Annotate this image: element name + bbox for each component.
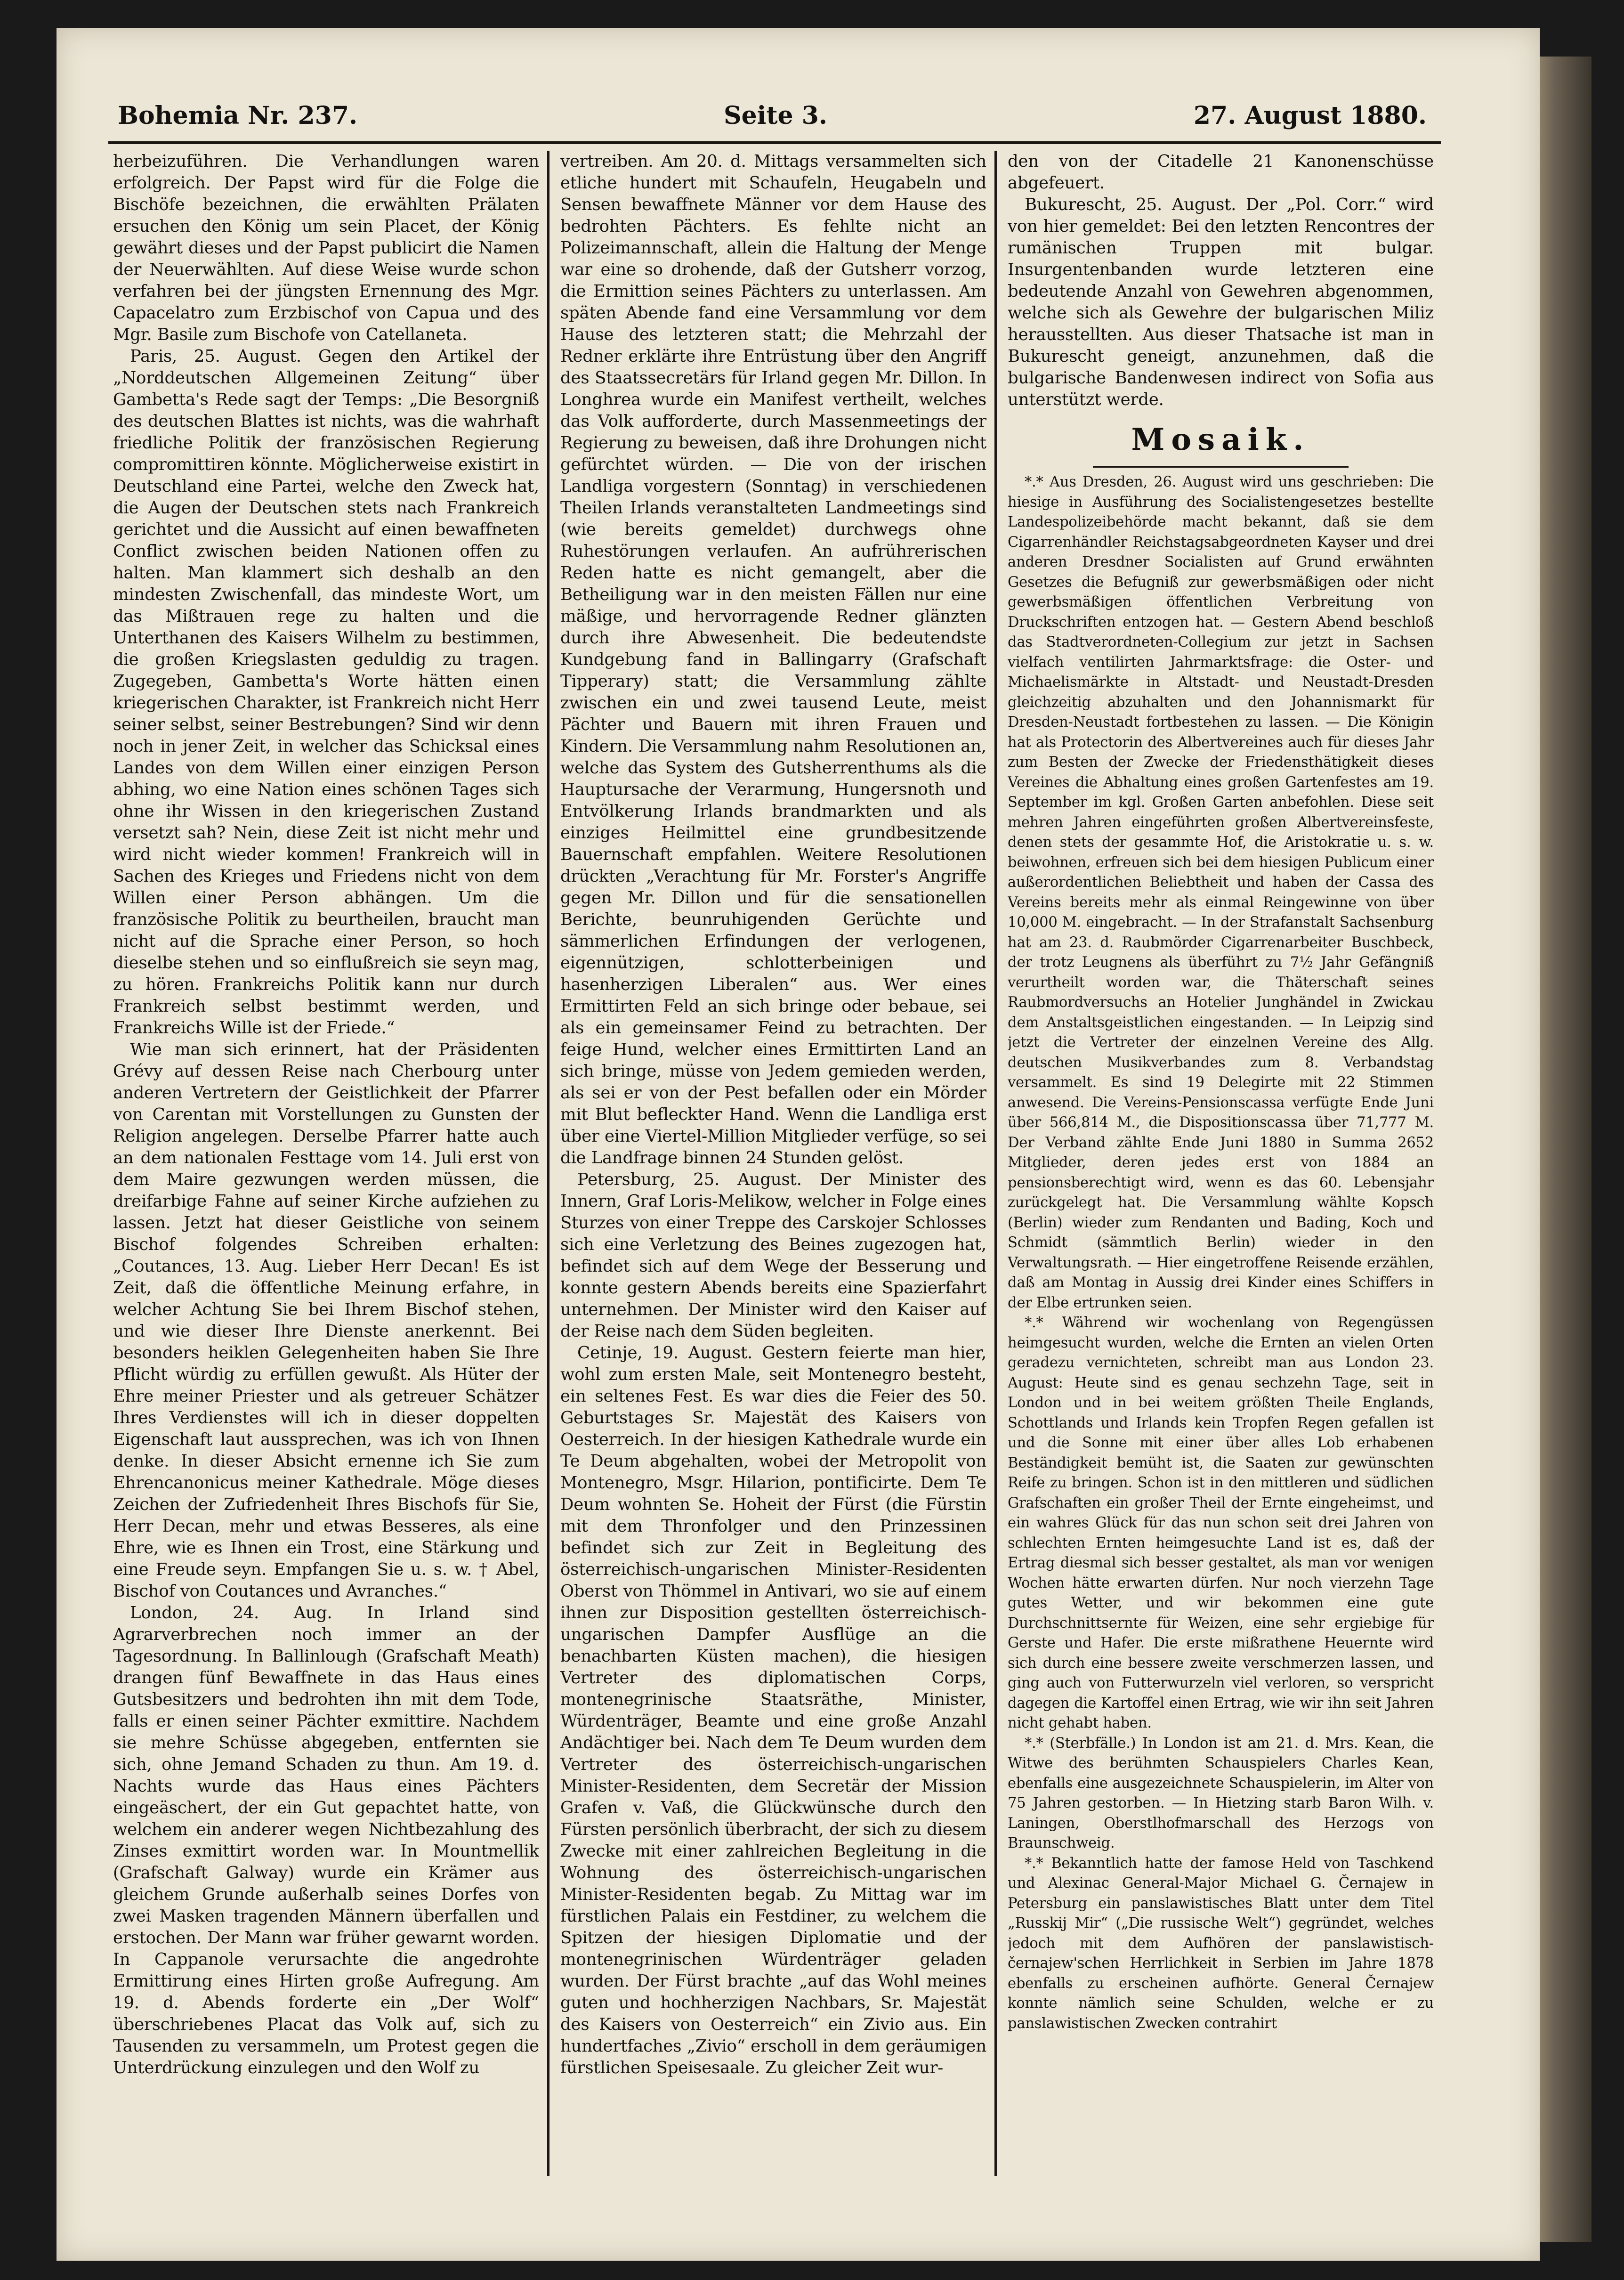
article-paragraph: herbeizuführen. Die Verhandlungen waren erfolgreich. Der Papst wird für die Folge die Bischöfe bezeichnen, die erwählten Prälaten ersuchen den König um sein Placet, der König gewährt dieses und der Papst publicirt die Namen der Neuerwählten. Auf diese Weise wurde schon verfahren bei der jüngsten Ernennung des Mgr. Capacelatro zum Erzbischof von Capua und des Mgr. Basile zum Bischofe von Catellaneta. xyxy=(113,152,539,344)
mosaik-item: *.* Bekanntlich hatte der famose Held von Taschkend und Alexinac General-Major Michael G. Černajew in Petersburg ein panslawistisches Blatt unter dem Titel „Russkij Mir“ („Die russische Welt“) gegründet, welches jedoch mit dem Aufhören der panslawistisch-černajew'schen Herrlichkeit in Serbien im Jahre 1878 ebenfalls zu erscheinen aufhörte. General Černajew konnte nämlich seine Schulden, welche er zu panslawistischen Zwecken contrahirt xyxy=(1008,1855,1434,2032)
issue-date: 27. August 1880. xyxy=(1193,101,1427,130)
page-edge xyxy=(1540,57,1592,2242)
column-3 xyxy=(1008,151,1434,2176)
article-paris: Paris, 25. August. Gegen den Artikel der „Norddeutschen Allgemeinen Zeitung“ über Gambetta's Rede sagt der Temps: „Die Besorgniß des deutschen Blattes ist nichts, was die wahrhaft friedliche Politik der französischen Regierung compromittiren könnte. Möglicherweise existirt in Deutschland eine Partei, welche den Zweck hat, die Augen der Deutschen stets nach Frankreich gerichtet und die Aussicht auf einen bewaffneten Conflict zwischen beiden Nationen offen zu halten. Man klammert sich deshalb an den mindesten Zwischenfall, das mindeste Wort, um das Mißtrauen rege zu halten und die Unterthanen des Kaisers Wilhelm zu bestimmen, die großen Kriegslasten geduldig zu tragen. Zugegeben, Gambetta's Worte hätten einen kriegerischen Charakter, ist Frankreich nicht Herr seiner selbst, seiner Bestrebungen? Sind wir denn noch in jener Zeit, in welcher das Schicksal eines Landes von dem Willen einer einzigen Person abhing, wo eine Nation eines schönen Tages sich ohne ihr Wissen in den kriegerischen Zustand versetzt sah? Nein, diese Zeit ist nicht mehr und wird nicht wieder kommen! Frankreich will in Sachen des Krieges und Friedens nicht von dem Willen einer Person abhängen. Um die französische Politik zu beurtheilen, braucht man nicht auf die Sprache einer Person, so hoch dieselbe stehen und so einflußreich sie seyn mag, zu hören. Frankreichs Politik kann nur durch Frankreich selbst bestimmt werden, und Frankreichs Wille ist der Friede.“ xyxy=(113,347,539,1038)
section-title-mosaik: Mosaik. xyxy=(1131,422,1310,457)
column-divider xyxy=(547,151,549,2176)
article-bukurescht: Bukurescht, 25. August. Der „Pol. Corr.“ wird von hier gemeldet: Bei den letzten Rencontres der rumänischen Truppen mit bulgar. Insurgentenbanden wurde letzteren eine bedeutende Anzahl von Gewehren abgenommen, welche sich als Gewehre der bulgarischen Miliz herausstellten. Aus dieser Thatsache ist man in Bukurescht geneigt, anzunehmen, daß die bulgarische Bandenwesen indirect von Sofia aus unterstützt werde. xyxy=(1008,195,1434,409)
article-paragraph: Wie man sich erinnert, hat der Präsidenten Grévy auf dessen Reise nach Cherbourg unter anderen Vertretern der Geistlichkeit der Pfarrer von Carentan mit Vorstellungen zu Gunsten der Religion angelegen. Derselbe Pfarrer hatte auch an dem nationalen Festtage vom 14. Juli erst von dem Maire gezwungen werden müssen, die dreifarbige Fahne auf seiner Kirche aufziehen zu lassen. Jetzt hat dieser Geistliche von seinem Bischof folgendes Schreiben erhalten: „Coutances, 13. Aug. Lieber Herr Decan! Es ist Zeit, daß die öffentliche Meinung erfahre, in welcher Achtung Sie bei Ihrem Bischof stehen, und wie dieser Ihre Dienste anerkennt. Bei besonders heiklen Gelegenheiten haben Sie Ihre Pflicht würdig zu erfüllen gewußt. Als Hüter der Ehre meiner Priester und als getreuer Schätzer Ihres Verdienstes will ich in dieser doppelten Eigenschaft laut aussprechen, was ich von Ihnen denke. In dieser Absicht ernenne ich Sie zum Ehrencanonicus meiner Kathedrale. Möge dieses Zeichen der Zufriedenheit Ihres Bischofs für Sie, Herr Decan, mehr und etwas Besseres, als eine Ehre, wie es Ihnen ein Trost, eine Stärkung und eine Freude seyn. Empfangen Sie u. s. w. † Abel, Bischof von Coutances und Avranches.“ xyxy=(113,1040,539,1601)
page-number: Seite 3. xyxy=(724,101,827,130)
header-rule xyxy=(108,141,1441,144)
column-2 xyxy=(560,151,986,2176)
article-london: London, 24. Aug. In Irland sind Agrarverbrechen noch immer an der Tagesordnung. In Ballinlough (Grafschaft Meath) drangen fünf Bewaffnete in das Haus eines Gutsbesitzers und bedrohten ihn mit dem Tode, falls er einen seiner Pächter exmittire. Nachdem sie mehre Schüsse abgegeben, entfernten sie sich, ohne Jemand Schaden zu thun. Am 19. d. Nachts wurde das Haus eines Pächters eingeäschert, der ein Gut gepachtet hatte, von welchem ein anderer wegen Nichtbezahlung des Zinses exmittirt worden war. In Mountmellik (Grafschaft Galway) wurde ein Krämer aus gleichem Grunde außerhalb seines Dorfes von zwei Masken tragenden Männern überfallen und erstochen. Der Mann war früher gewarnt worden. In Cappanole verursachte die angedrohte Ermittirung eines Hirten große Aufregung. Am 19. d. Abends forderte ein „Der Wolf“ überschriebenes Placat das Volk auf, sich zu Tausenden zu versammeln, um Protest gegen die Unterdrückung einzulegen und den Wolf zu xyxy=(113,1603,539,2077)
column-divider xyxy=(994,151,997,2176)
mosaik-item: *.* Während wir wochenlang von Regengüssen heimgesucht wurden, welche die Ernten an vielen Orten geradezu vernichteten, schreibt man aus London 23. August: Heute sind es genau sechzehn Tage, seit in London und in bei weitem größten Theile Englands, Schottlands und Irlands kein Tropfen Regen gefallen ist und die Sonne mit einer über alles Lob erhabenen Beständigkeit bemüht ist, die Saaten zur gewünschten Reife zu bringen. Schon ist in den mittleren und südlichen Grafschaften ein großer Theil der Ernte eingeheimst, und ein wahres Glück für das nun schon seit drei Jahren von schlechten Ernten heimgesuchte Land ist es, daß der Ertrag diesmal sich besser gestaltet, als man vor wenigen Wochen hätte erwarten dürfen. Nur noch vierzehn Tage gutes Wetter, und wir bekommen eine gute Durchschnittsernte für Weizen, eine sehr ergiebige für Gerste und Hafer. Die erste mißrathene Heuernte wird sich durch eine bessere zweite verschmerzen lassen, und ging auch von Futterwurzeln viel verloren, so verspricht dagegen die Kartoffel einen Ertrag, wie wir ihn seit Jahren nicht gehabt haben. xyxy=(1008,1314,1434,1731)
article-cetinje: Cetinje, 19. August. Gestern feierte man hier, wohl zum ersten Male, seit Montenegro besteht, ein seltenes Fest. Es war dies die Feier des 50. Geburtstages Sr. Majestät des Kaisers von Oesterreich. In der hiesigen Kathedrale wurde ein Te Deum abgehalten, wobei der Metropolit von Montenegro, Msgr. Hilarion, pontificirte. Dem Te Deum wohnten Se. Hoheit der Fürst (die Fürstin mit dem Thronfolger und den Prinzessinen befindet sich zur Zeit in Begleitung des österreichisch-ungarischen Minister-Residenten Oberst von Thömmel in Antivari, wo sie auf einem ihnen zur Disposition gestellten österreichisch-ungarischen Dampfer Ausflüge an die benachbarten Küsten machen), die hiesigen Vertreter des diplomatischen Corps, montenegrinische Staatsräthe, Minister, Würdenträger, Beamte und eine große Anzahl Andächtiger bei. Nach dem Te Deum wurden dem Vertreter des österreichisch-ungarischen Minister-Residenten, dem Secretär der Mission Grafen v. Vaß, die Glückwünsche durch den Fürsten persönlich überbracht, der sich zu diesem Zwecke mit einer zahlreichen Begleitung in die Wohnung des österreichisch-ungarischen Minister-Residenten begab. Zu Mittag war im fürstlichen Palais ein Festdiner, zu welchem die Spitzen der hiesigen Diplomatie und der montenegrinischen Würdenträger geladen wurden. Der Fürst brachte „auf das Wohl meines guten und hochherzigen Nachbars, Sr. Majestät des Kaisers von Oesterreich“ ein Zivio aus. Ein hundertfaches „Zivio“ erscholl in dem geräumigen fürstlichen Speisesaale. Zu gleicher Zeit wur- xyxy=(560,1343,986,2077)
article-paragraph: vertreiben. Am 20. d. Mittags versammelten sich etliche hundert mit Schaufeln, Heugabeln und Sensen bewaffnete Männer vor dem Hause des bedrohten Pächters. Es fehlte nicht an Polizeimannschaft, allein die Haltung der Menge war eine so drohende, daß der Gutsherr vorzog, die Ermittion seines Pächters zu unterlassen. Am späten Abende fand eine Versammlung vor dem Hause des letzteren statt; die Mehrzahl der Redner erklärte ihre Entrüstung über den Angriff des Staatssecretärs für Irland gegen Mr. Dillon. In Longhrea wurde ein Manifest vertheilt, welches das Volk aufforderte, durch Massenmeetings der Regierung zu beweisen, daß ihre Drohungen nicht gefürchtet würden. — Die von der irischen Landliga vorgestern (Sonntag) in verschiedenen Theilen Irlands veranstalteten Landmeetings sind (wie bereits gemeldet) durchwegs ohne Ruhestörungen verlaufen. An aufrührerischen Reden hatte es nicht gemangelt, aber die Betheiligung war in den meisten Fällen nur eine mäßige, und hervorragende Redner glänzten durch ihre Abwesenheit. Die bedeutendste Kundgebung fand in Ballingarry (Grafschaft Tipperary) statt; die Versammlung zählte zwischen ein und zwei tausend Leute, meist Pächter und Bauern mit ihren Frauen und Kindern. Die Versammlung nahm Resolutionen an, welche das System des Gutsherrenthums als die Hauptursache der Verarmung, Hungersnoth und Entvölkerung Irlands brandmarkten und als einziges Heilmittel eine grundbesitzende Bauernschaft empfahlen. Weitere Resolutionen drückten „Verachtung für Mr. Forster's Angriffe gegen Mr. Dillon und für die sensationellen Berichte, beunruhigenden Gerüchte und sämmerlichen Erfindungen der verlogenen, eigennützigen, schlotterbeinigen und hasenherzigen Liberalen“ aus. Wer eines Ermittirten Feld an sich bringe oder bebaue, sei als ein gemeinsamer Feind zu betrachten. Der feige Hund, welcher eines Ermittirten Land an sich bringe, müsse von Jedem gemieden werden, als sei er von der Pest befallen oder ein Mörder mit Blut befleckter Hand. Wenn die Landliga erst über eine Viertel-Million Mitglieder verfüge, so sei die Landfrage binnen 24 Stunden gelöst. xyxy=(560,152,986,1168)
mosaik-item: *.* Aus Dresden, 26. August wird uns geschrieben: Die hiesige in Ausführung des Socialistengesetzes bestellte Landespolizeibehörde macht bekannt, daß sie dem Cigarrenhändler Reichstagsabgeordneten Kayser und drei anderen Dresdner Socialisten auf Grund erwähnten Gesetzes die Befugniß zur gewerbsmäßigen oder nicht gewerbsmäßigen öffentlichen Verbreitung von Druckschriften entzogen hat. — Gestern Abend beschloß das Stadtverordneten-Collegium zur jetzt in Sachsen vielfach ventilirten Jahrmarktsfrage: die Oster- und Michaelismärkte in Altstadt- und Neustadt-Dresden gleichzeitig abzuhalten und den Johannismarkt für Dresden-Neustadt fortbestehen zu lassen. — Die Königin hat als Protectorin des Albertvereines auch für dieses Jahr zum Besten der Zwecke der Friedensthätigkeit dieses Vereines die Abhaltung eines großen Gartenfestes am 19. September im kgl. Großen Garten anbefohlen. Diese seit mehren Jahren eingeführten großen Albertvereinsfeste, denen stets der gesammte Hof, die Aristokratie u. s. w. beiwohnen, erfreuen sich bei dem hiesigen Publicum einer außerordentlichen Beliebtheit und haben der Cassa des Vereins bereits mehr als einmal Reingewinne von über 10,000 M. eingebracht. — In der Strafanstalt Sachsenburg hat am 23. d. Raubmörder Cigarrenarbeiter Buschbeck, der trotz Leugnens als überführt zu 7½ Jahr Gefängniß verurtheilt worden war, die Thäterschaft seines Raubmordversuchs an Hotelier Junghändel in Zwickau dem Anstaltsgeistlichen eingestanden. — In Leipzig sind jetzt die Vertreter der einzelnen Vereine des Allg. deutschen Musikverbandes zum 8. Verbandstag versammelt. Es sind 19 Delegirte mit 22 Stimmen anwesend. Die Vereins-Pensionscassa verfügte Ende Juni über 566,814 M., die Dispositionscassa über 71,777 M. Der Verband zählte Ende Juni 1880 in Summa 2652 Mitglieder, deren jedes erst von 1884 an pensionsberechtigt wird, wenn es das 60. Lebensjahr zurückgelegt hat. Die Versammlung wählte Kopsch (Berlin) wieder zum Rendanten und Bading, Koch und Schmidt (sämmtlich Berlin) wieder in den Verwaltungsrath. — Hier eingetroffene Reisende erzählen, daß am Montag in Aussig drei Kinder eines Schiffers in der Elbe ertrunken seien. xyxy=(1008,474,1434,1311)
page-header xyxy=(118,94,1427,137)
section-rule xyxy=(1093,466,1349,468)
article-petersburg: Petersburg, 25. August. Der Minister des Innern, Graf Loris-Melikow, welcher in Folge eines Sturzes von einer Treppe des Carskojer Schlosses sich eine Verletzung des Beines zugezogen hat, befindet sich auf dem Wege der Besserung und konnte gestern Abends bereits eine Spazierfahrt unternehmen. Der Minister wird den Kaiser auf der Reise nach dem Süden begleiten. xyxy=(560,1170,986,1341)
mosaik-item: *.* (Sterbfälle.) In London ist am 21. d. Mrs. Kean, die Witwe des berühmten Schauspielers Charles Kean, ebenfalls eine ausgezeichnete Schauspielerin, im Alter von 75 Jahren gestorben. — In Hietzing starb Baron Wilh. v. Laningen, Oberstlhofmarschall des Herzogs von Braunschweig. xyxy=(1008,1735,1434,1851)
article-paragraph: den von der Citadelle 21 Kanonenschüsse abgefeuert. xyxy=(1008,152,1434,193)
masthead-issue: Bohemia Nr. 237. xyxy=(118,101,358,130)
column-1 xyxy=(113,151,539,2176)
